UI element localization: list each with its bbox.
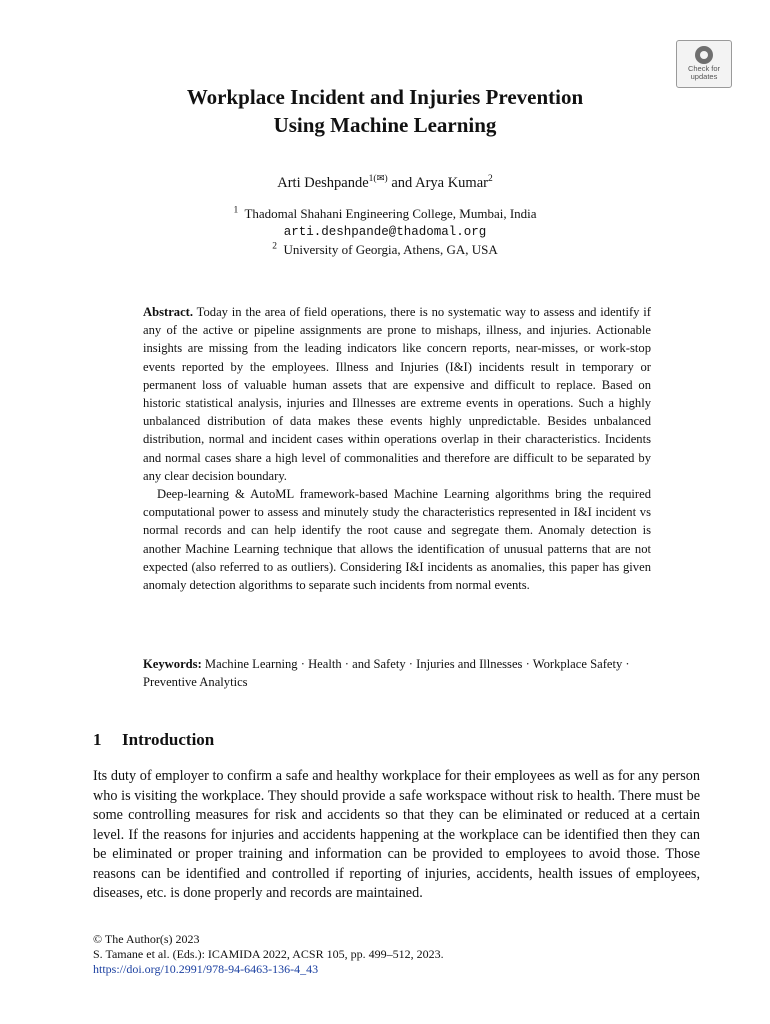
- citation: S. Tamane et al. (Eds.): ICAMIDA 2022, ACSR 105, pp. 499–512, 2023.: [93, 947, 444, 961]
- badge-line1: Check for: [687, 64, 721, 73]
- author1-name: Arti Deshpande: [277, 175, 369, 191]
- author2-marker: 2: [487, 174, 493, 185]
- author1-marker: 1(✉): [368, 174, 388, 185]
- badge-line2: updates: [690, 72, 718, 81]
- abstract-paragraph-2: Deep-learning & AutoML framework-based Machine Learning algorithms bring the required computational power to assess and minutely study the characteristics represented in I&I incident vs normal records and can help identify the root cause and segregate them. Anomaly detection is another Machine Learning technique that allows the identification of unusual patterns that are not expected (also referred to as outliers). Considering I&I incidents as anomalies, this paper has given anomaly detection algorithms to separate such incidents from normal events.: [143, 487, 651, 593]
- author-email[interactable]: arti.deshpande@thadomal.org: [283, 225, 487, 239]
- author-conjunction: and: [387, 175, 416, 191]
- keywords-text: Machine Learning · Health · and Safety · Injuries and Illnesses · Workplace Safety · Preventive Analytics: [143, 657, 630, 689]
- copyright: © The Author(s) 2023: [93, 932, 200, 946]
- affil1-number: 1: [233, 205, 239, 216]
- title-line2: Using Machine Learning: [273, 113, 497, 137]
- author-list: [0, 173, 770, 193]
- abstract-paragraph-1: [143, 303, 651, 485]
- footer: [93, 932, 444, 977]
- paper-title: [0, 83, 770, 139]
- check-for-updates-badge[interactable]: [676, 40, 732, 88]
- affil1-text: Thadomal Shahani Engineering College, Mumbai, India: [244, 206, 537, 221]
- affiliation-2: [0, 241, 770, 259]
- title-line1: Workplace Incident and Injuries Prevention: [186, 85, 584, 109]
- section-number: 1: [93, 730, 102, 749]
- keywords-label: Keywords:: [143, 657, 202, 671]
- keywords: [143, 655, 651, 691]
- affiliation-1: [0, 205, 770, 223]
- section-title: Introduction: [122, 730, 215, 749]
- abstract-p1-text: Today in the area of field operations, there is no systematic way to assess and identify if any of the active or pipeline assignments are prone to mishaps, illness, and injuries. Actionable insights are missing from the leading indicators like concern reports, near-misses, or work-stop events reported by the employees. Illness and Injuries (I&I) incidents result in temporary or permanent loss of valuable human assets that are expensive and difficult to replace. Based on historic statistical analysis, injuries and Illnesses are extreme events in operations. Such a highly unbalanced distribution of data makes these events highly unpredictable. Besides unbalanced distribution, normal and incident cases within operations overlap in their characteristics. Incidents and normal cases share a high level of commonalities and therefore are difficult to be separated by any clear decision boundary.: [143, 305, 652, 483]
- section-body: Its duty of employer to confirm a safe and healthy workplace for their employees as well as for any person who is visiting the workplace. They should provide a safe workspace without risk to health. There must be some controlling measures for risk and accidents so that they can be eliminated or reduced at a certain level. If the reasons for injuries and accidents happening at the workplace can be identified then they can be eliminated or proper training and information can be provided to employees to avoid those. Those reasons can be identified and controlled if reporting of injuries, accidents, health issues of employees, diseases, etc. is done properly and records are maintained.: [93, 768, 700, 901]
- section-heading: [93, 730, 214, 750]
- abstract-label: Abstract.: [143, 305, 194, 319]
- affiliations: [0, 205, 770, 259]
- doi-link[interactable]: https://doi.org/10.2991/978-94-6463-136-4_43: [93, 962, 319, 976]
- affil2-number: 2: [272, 241, 277, 252]
- abstract: [143, 303, 651, 594]
- affil2-text: University of Georgia, Athens, GA, USA: [283, 242, 498, 257]
- author2-name: Arya Kumar: [415, 175, 488, 191]
- crossmark-icon: [695, 46, 713, 64]
